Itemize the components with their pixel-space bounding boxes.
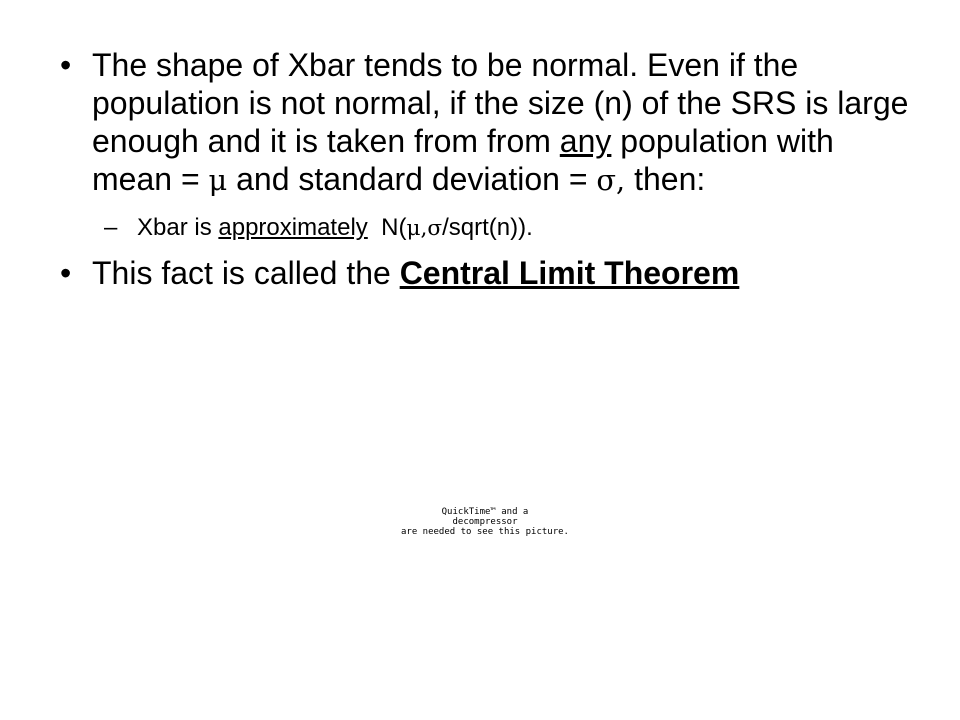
bullet-text-part: population with mean = bbox=[92, 123, 834, 197]
sub-bullet-text bbox=[137, 214, 533, 241]
sub-bullet-suffix-open: N( bbox=[367, 214, 407, 241]
bullet-clt-name bbox=[60, 254, 910, 292]
quicktime-line: are needed to see this picture. bbox=[401, 527, 569, 537]
approximately-underlined: approximately bbox=[218, 214, 368, 241]
bullet-text bbox=[92, 46, 910, 199]
quicktime-placeholder bbox=[400, 507, 570, 537]
bullet-text-part: The shape of Xbar tends to be normal. Even if the population is not normal, if the size (n) of the SRS is large enough and it is taken from from bbox=[92, 47, 909, 159]
sub-bullet-suffix-close: /sqrt(n)). bbox=[442, 214, 533, 241]
slide-body bbox=[60, 46, 910, 292]
quicktime-line: QuickTime™ and a bbox=[441, 507, 529, 517]
bullet-marker: • bbox=[60, 255, 72, 291]
quicktime-line: decompressor bbox=[452, 517, 518, 527]
sub-bullet-prefix: Xbar is bbox=[137, 214, 219, 241]
bullet-text-part: and standard deviation = bbox=[227, 161, 597, 197]
bullet-marker: • bbox=[60, 47, 72, 83]
sub-bullet-approximation bbox=[104, 213, 910, 244]
sub-bullet-marker: – bbox=[104, 214, 118, 241]
any-underlined: any bbox=[559, 123, 612, 159]
central-limit-theorem-term: Central Limit Theorem bbox=[399, 255, 740, 291]
bullet-text-part: then: bbox=[625, 161, 706, 197]
sigma-symbol: σ bbox=[427, 216, 443, 241]
sigma-symbol: σ, bbox=[596, 163, 626, 197]
bullet-text bbox=[92, 255, 739, 291]
mu-symbol: μ, bbox=[406, 216, 428, 241]
bullet-text-part: This fact is called the bbox=[92, 255, 400, 291]
mu-symbol: μ bbox=[208, 163, 228, 197]
bullet-clt-shape bbox=[60, 46, 910, 199]
